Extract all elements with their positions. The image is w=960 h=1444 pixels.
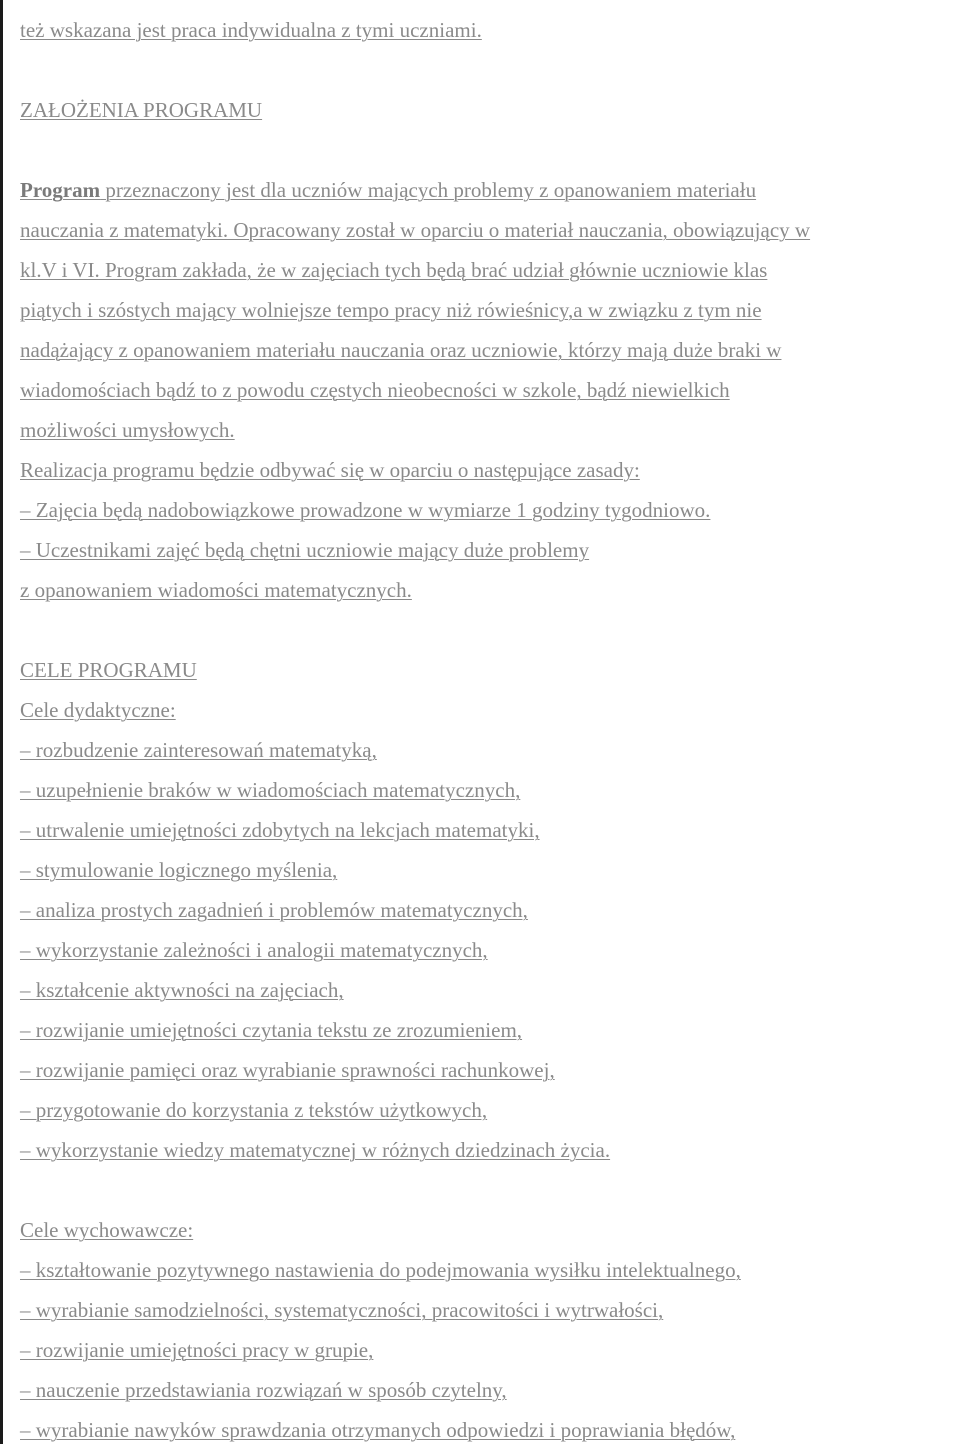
program-bold-word: Program <box>20 178 101 202</box>
paragraph-line: Realizacja programu będzie odbywać się w oparciu o następujące zasady: <box>20 458 640 482</box>
section-heading-zalozenia: ZAŁOŻENIA PROGRAMU <box>20 98 263 122</box>
paragraph-line: wiadomościach bądź to z powodu częstych nieobecności w szkole, bądź niewielkich <box>20 378 730 402</box>
list-item: – utrwalenie umiejętności zdobytych na lekcjach matematyki, <box>20 818 540 842</box>
list-item: – rozwijanie pamięci oraz wyrabianie sprawności rachunkowej, <box>20 1058 555 1082</box>
intro-line: też wskazana jest praca indywidualna z tymi uczniami. <box>20 18 482 42</box>
list-item: – stymulowanie logicznego myślenia, <box>20 858 338 882</box>
list-item: – rozwijanie umiejętności czytania tekstu ze zrozumieniem, <box>20 1018 523 1042</box>
paragraph-line-text: przeznaczony jest dla uczniów mających problemy z opanowaniem materiału <box>100 178 757 202</box>
subheading-wychowawcze: Cele wychowawcze: <box>20 1218 194 1242</box>
paragraph-line: kl.V i VI. Program zakłada, że w zajęciach tych będą brać udział głównie uczniowie klas <box>20 258 768 282</box>
list-item: – kształcenie aktywności na zajęciach, <box>20 978 344 1002</box>
subheading-dydaktyczne: Cele dydaktyczne: <box>20 698 176 722</box>
list-item: – rozwijanie umiejętności pracy w grupie, <box>20 1338 374 1362</box>
page-left-border <box>0 0 3 1444</box>
rule-item: z opanowaniem wiadomości matematycznych. <box>20 578 412 602</box>
list-item: – nauczenie przedstawiania rozwiązań w sposób czytelny, <box>20 1378 507 1402</box>
paragraph-line: piątych i szóstych mający wolniejsze tempo pracy niż rówieśnicy,a w związku z tym nie <box>20 298 762 322</box>
paragraph-line: możliwości umysłowych. <box>20 418 235 442</box>
list-item: – uzupełnienie braków w wiadomościach matematycznych, <box>20 778 521 802</box>
paragraph-line <box>20 178 756 204</box>
list-item: – wykorzystanie wiedzy matematycznej w różnych dziedzinach życia. <box>20 1138 611 1162</box>
list-item: – rozbudzenie zainteresowań matematyką, <box>20 738 377 762</box>
paragraph-line: nauczania z matematyki. Opracowany został w oparciu o materiał nauczania, obowiązujący w <box>20 218 811 242</box>
list-item: – wyrabianie nawyków sprawdzania otrzymanych odpowiedzi i poprawiania błędów, <box>20 1418 736 1442</box>
list-item: – wyrabianie samodzielności, systematyczności, pracowitości i wytrwałości, <box>20 1298 664 1322</box>
list-item: – analiza prostych zagadnień i problemów matematycznych, <box>20 898 528 922</box>
list-item: – kształtowanie pozytywnego nastawienia do podejmowania wysiłku intelektualnego, <box>20 1258 741 1282</box>
rule-item: – Zajęcia będą nadobowiązkowe prowadzone w wymiarze 1 godziny tygodniowo. <box>20 498 711 522</box>
section-heading-cele: CELE PROGRAMU <box>20 658 197 682</box>
rule-item: – Uczestnikami zajęć będą chętni uczniowie mający duże problemy <box>20 538 590 562</box>
paragraph-line: nadążający z opanowaniem materiału nauczania oraz uczniowie, którzy mają duże braki w <box>20 338 782 362</box>
list-item: – przygotowanie do korzystania z tekstów użytkowych, <box>20 1098 488 1122</box>
list-item: – wykorzystanie zależności i analogii matematycznych, <box>20 938 488 962</box>
